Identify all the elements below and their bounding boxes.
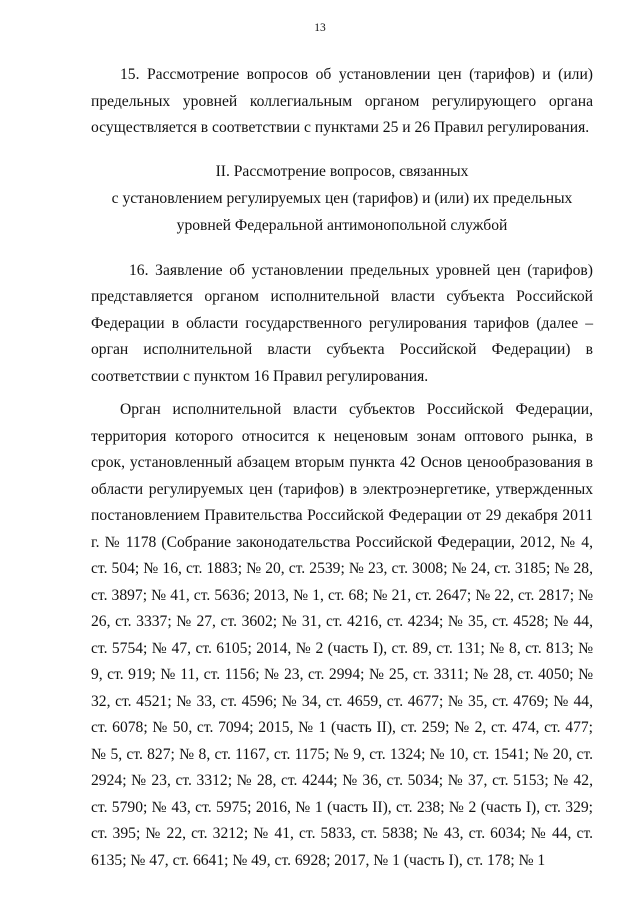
document-body bbox=[91, 62, 593, 874]
section-heading-line-1: II. Рассмотрение вопросов, связанных bbox=[215, 162, 469, 180]
paragraph-16: 16. Заявление об установлении предельных уровней цен (тарифов) представляется органом исполнительной власти субъекта Российской Федерации в области государственного регулирования тарифов (далее – орган исполнительной власти субъекта Российской Федерации) в соответствии с пунктом 16 Правил регулирования. bbox=[91, 261, 593, 385]
section-heading-line-2: с установлением регулируемых цен (тарифов) и (или) их предельных bbox=[111, 189, 573, 207]
paragraph-organ: Орган исполнительной власти субъектов Российской Федерации, территория которого относится к неценовым зонам оптового рынка, в срок, установленный абзацем вторым пункта 42 Основ ценообразования в области регулируемых цен (тарифов) в электроэнергетике, утвержденных постановлением Правительства Российской Федерации от 29 декабря 2011 г. № 1178 (Собрание законодательства Российской Федерации, 2012, № 4, ст. 504; № 16, ст. 1883; № 20, ст. 2539; № 23, ст. 3008; № 24, ст. 3185; № 28, ст. 3897; № 41, ст. 5636; 2013, № 1, ст. 68; № 21, ст. 2647; № 22, ст. 2817; № 26, ст. 3337; № 27, ст. 3602; № 31, ст. 4216, ст. 4234; № 35, ст. 4528; № 44, ст. 5754; № 47, ст. 6105; 2014, № 2 (часть I), ст. 89, ст. 131; № 8, ст. 813; № 9, ст. 919; № 11, ст. 1156; № 23, ст. 2994; № 25, ст. 3311; № 28, ст. 4050; № 32, ст. 4521; № 33, ст. 4596; № 34, ст. 4659, ст. 4677; № 35, ст. 4769; № 44, ст. 6078; № 50, ст. 7094; 2015, № 1 (часть II), ст. 259; № 2, ст. 474, ст. 477; № 5, ст. 827; № 8, ст. 1167, ст. 1175; № 9, ст. 1324; № 10, ст. 1541; № 20, ст. 2924; № 23, ст. 3312; № 28, ст. 4244; № 36, ст. 5034; № 37, ст. 5153; № 42, ст. 5790; № 43, ст. 5975; 2016, № 1 (часть II), ст. 238; № 2 (часть I), ст. 329; ст. 395; № 22, ст. 3212; № 41, ст. 5833, ст. 5838; № 43, ст. 6034; № 44, ст. 6135; № 47, ст. 6641; № 49, ст. 6928; 2017, № 1 (часть I), ст. 178; № 1 bbox=[91, 401, 593, 869]
page-number: 13 bbox=[314, 22, 326, 34]
paragraph-15: 15. Рассмотрение вопросов об установлении цен (тарифов) и (или) предельных уровней коллегиальным органом регулирующего органа осуществляется в соответствии с пунктами 25 и 26 Правил регулирования. bbox=[91, 66, 593, 136]
section-heading-line-3: уровней Федеральной антимонопольной службой bbox=[176, 216, 508, 234]
section-heading bbox=[91, 158, 593, 239]
